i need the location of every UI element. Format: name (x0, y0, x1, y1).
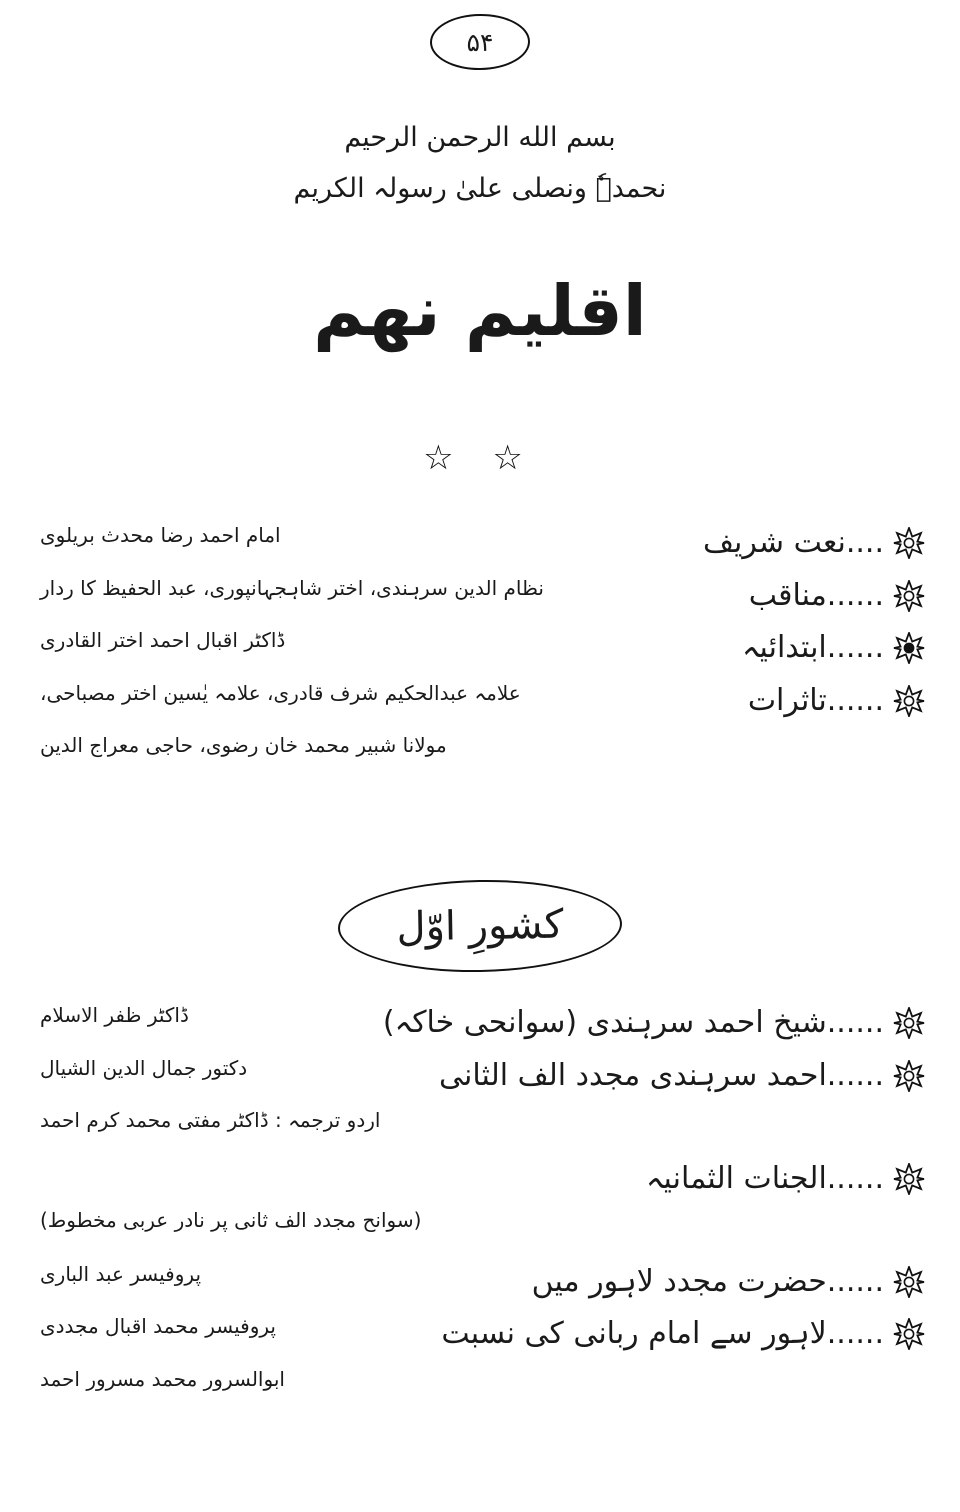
entry-heading[interactable] (742, 625, 926, 672)
contents-list-one (40, 520, 926, 767)
list-item[interactable] (40, 678, 926, 725)
entry-subtitle-row (40, 1209, 926, 1239)
star-bullet-icon (892, 1265, 926, 1299)
star-bullet-icon (892, 579, 926, 613)
entry-heading[interactable] (383, 1000, 926, 1047)
entry-title: ......شیخ احمد سرہندی (سوانحی خاکہ) (382, 1005, 884, 1040)
entry-heading[interactable] (532, 1259, 926, 1306)
entry-heading[interactable] (749, 573, 926, 620)
entry-authors: امام احمد رضا محدث بریلوی (40, 523, 281, 547)
list-item-continuation (40, 1364, 926, 1395)
star-bullet-icon (892, 1059, 926, 1093)
list-item[interactable] (40, 1053, 926, 1100)
entry-authors-line-1: علامہ عبدالحکیم شرف قادری، علامہ یٰسین اختر مصباحی، (40, 680, 521, 705)
star-divider: ☆ ☆ (423, 438, 537, 478)
entry-subtitle: (سوانح مجدد الف ثانی پر نادر عربی مخطوط) (40, 1207, 422, 1232)
entry-title: ......مناقب (748, 577, 884, 613)
entry-title: ......لاہور سے امام ربانی کی نسبت (441, 1316, 884, 1351)
list-item-continuation (40, 1105, 926, 1136)
entry-heading[interactable] (748, 678, 926, 725)
star-bullet-icon (892, 1162, 926, 1196)
list-item[interactable] (40, 1259, 926, 1306)
page-number: ۵۴ (430, 13, 531, 70)
star-bullet-icon (892, 526, 926, 560)
spacer (40, 1142, 926, 1156)
star-bullet-icon (892, 1317, 926, 1351)
star-bullet-icon (892, 684, 926, 718)
invocation-line-2: نحمدہٗ ونصلی علیٰ رسولہ الکریم (293, 173, 667, 205)
entry-authors: ڈاکٹر ظفر الاسلام (40, 1003, 189, 1027)
list-item-continuation (40, 730, 926, 761)
list-item[interactable] (40, 520, 926, 567)
list-item[interactable] (40, 625, 926, 672)
section-heading: کشورِ اوّل (337, 878, 623, 975)
list-item[interactable] (40, 1000, 926, 1047)
star-bullet-icon (892, 631, 926, 665)
entry-authors: ڈاکٹر اقبال احمد اختر القادری (40, 628, 286, 652)
entry-heading[interactable] (439, 1053, 926, 1100)
entry-title: ......ابتدائیہ (741, 630, 884, 665)
spacer (40, 1245, 926, 1259)
invocation-block (0, 112, 960, 215)
list-item[interactable] (40, 1311, 926, 1358)
page-title: اقلیم نهم (313, 270, 647, 352)
page-number-container (0, 14, 960, 70)
entry-authors-line-2: ابوالسرور محمد مسرور احمد (40, 1366, 285, 1391)
contents-list-two (40, 1000, 926, 1401)
entry-heading[interactable] (703, 520, 926, 567)
entry-authors-line-2: اردو ترجمہ : ڈاکٹر مفتی محمد کرم احمد (40, 1108, 381, 1132)
entry-authors-line-1: پروفیسر محمد اقبال مجددی (40, 1314, 276, 1338)
entry-title: ....نعت شریف (702, 525, 884, 560)
star-bullet-icon (892, 1006, 926, 1040)
list-item[interactable] (40, 1156, 926, 1203)
entry-title: ......تاثرات (747, 682, 884, 718)
entry-title: ......الجنات الثمانیہ (645, 1161, 884, 1196)
entry-title: ......احمد سرہندی مجدد الف الثانی (439, 1057, 884, 1093)
entry-heading[interactable] (646, 1156, 926, 1203)
list-item[interactable] (40, 573, 926, 620)
section-heading-container (0, 880, 960, 972)
entry-heading[interactable] (441, 1311, 926, 1358)
entry-authors: پروفیسر عبد الباری (40, 1261, 202, 1286)
entry-authors-line-2: مولانا شبیر محمد خان رضوی، حاجی معراج الدین (40, 733, 447, 757)
entry-title: ......حضرت مجدد لاہور میں (531, 1263, 884, 1299)
entry-authors: نظام الدین سرہندی، اختر شاہجہانپوری، عبد الحفیظ کا ردار (40, 575, 544, 600)
entry-authors-line-1: دکتور جمال الدین الشیال (40, 1055, 248, 1080)
invocation-line-1: بسم الله الرحمن الرحیم (344, 122, 616, 153)
